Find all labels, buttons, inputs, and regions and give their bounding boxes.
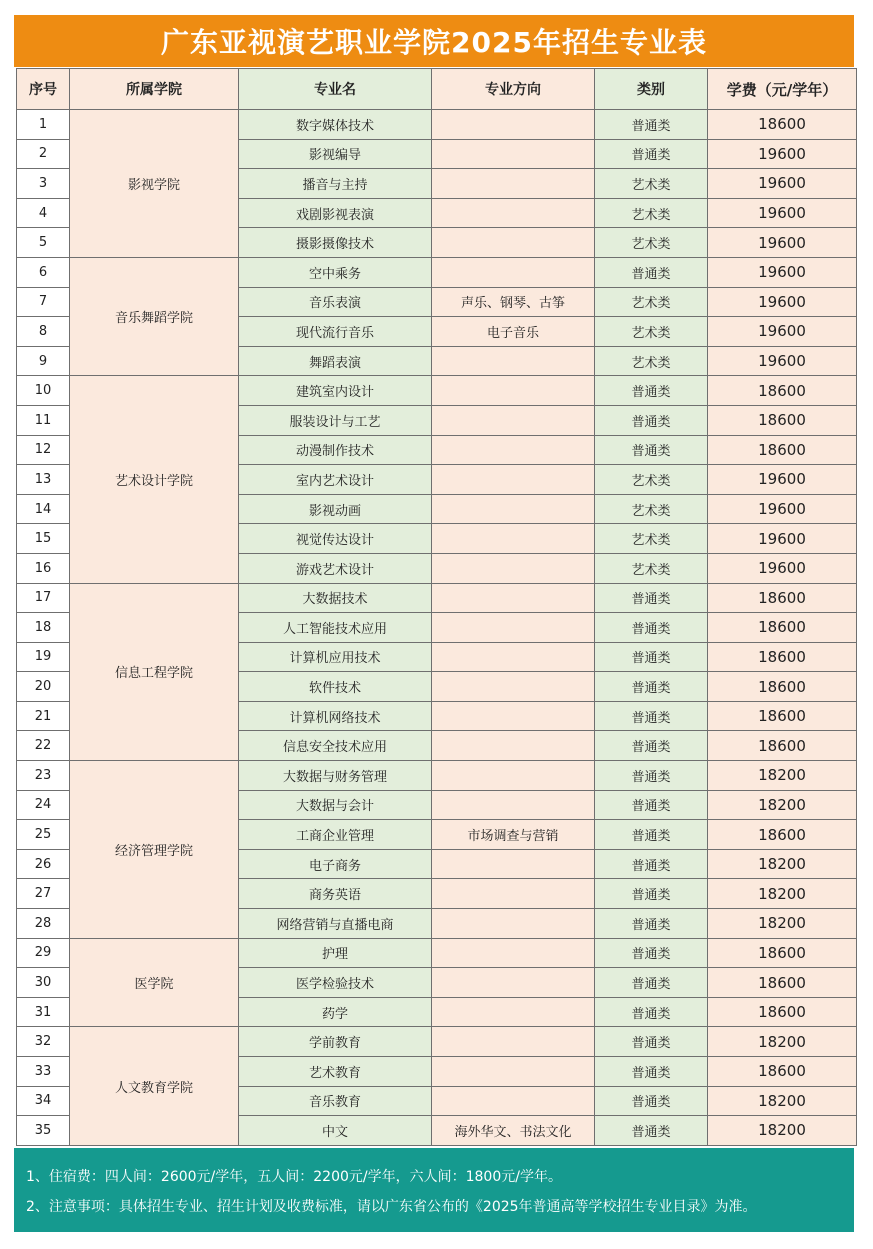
cell-type: 普通类 — [595, 997, 708, 1027]
cell-major: 人工智能技术应用 — [239, 613, 432, 643]
cell-major: 医学检验技术 — [239, 968, 432, 998]
majors-table — [16, 68, 857, 1146]
cell-major: 建筑室内设计 — [239, 376, 432, 406]
note-disclaimer: 2、注意事项：具体招生专业、招生计划及收费标准，请以广东省公布的《2025年普通高等学校招生专业目录》为准。 — [26, 1199, 757, 1215]
cell-type: 普通类 — [595, 110, 708, 140]
cell-type: 普通类 — [595, 583, 708, 613]
cell-direction — [432, 672, 595, 702]
cell-no: 29 — [17, 938, 70, 968]
table-row — [17, 257, 857, 287]
cell-college: 人文教育学院 — [70, 1027, 239, 1145]
cell-fee: 18600 — [708, 701, 857, 731]
cell-direction — [432, 346, 595, 376]
cell-major: 大数据与会计 — [239, 790, 432, 820]
cell-direction — [432, 110, 595, 140]
cell-no: 15 — [17, 524, 70, 554]
cell-type: 普通类 — [595, 731, 708, 761]
cell-type: 普通类 — [595, 909, 708, 939]
cell-no: 19 — [17, 642, 70, 672]
cell-type: 普通类 — [595, 405, 708, 435]
header-major: 专业名 — [239, 69, 432, 110]
cell-no: 24 — [17, 790, 70, 820]
cell-college: 艺术设计学院 — [70, 376, 239, 583]
cell-type: 普通类 — [595, 790, 708, 820]
cell-type: 普通类 — [595, 820, 708, 850]
cell-type: 普通类 — [595, 701, 708, 731]
table-row — [17, 938, 857, 968]
cell-fee: 18200 — [708, 1086, 857, 1116]
cell-no: 26 — [17, 849, 70, 879]
cell-major: 工商企业管理 — [239, 820, 432, 850]
cell-fee: 18600 — [708, 642, 857, 672]
cell-fee: 18600 — [708, 938, 857, 968]
cell-direction — [432, 1057, 595, 1087]
note-accommodation: 1、住宿费：四人间：2600元/学年，五人间：2200元/学年，六人间：1800元/学年。 — [26, 1169, 562, 1185]
cell-direction — [432, 879, 595, 909]
cell-direction — [432, 524, 595, 554]
cell-major: 计算机网络技术 — [239, 701, 432, 731]
cell-no: 27 — [17, 879, 70, 909]
cell-major: 音乐教育 — [239, 1086, 432, 1116]
cell-direction — [432, 1027, 595, 1057]
cell-type: 普通类 — [595, 938, 708, 968]
cell-no: 30 — [17, 968, 70, 998]
cell-no: 31 — [17, 997, 70, 1027]
cell-major: 艺术教育 — [239, 1057, 432, 1087]
cell-fee: 19600 — [708, 494, 857, 524]
cell-no: 34 — [17, 1086, 70, 1116]
cell-type: 普通类 — [595, 613, 708, 643]
cell-direction — [432, 849, 595, 879]
cell-no: 33 — [17, 1057, 70, 1087]
cell-fee: 18600 — [708, 672, 857, 702]
cell-type: 艺术类 — [595, 317, 708, 347]
cell-direction — [432, 376, 595, 406]
cell-major: 服装设计与工艺 — [239, 405, 432, 435]
cell-fee: 18200 — [708, 1116, 857, 1146]
cell-no: 35 — [17, 1116, 70, 1146]
header-no: 序号 — [17, 69, 70, 110]
cell-type: 普通类 — [595, 139, 708, 169]
cell-type: 艺术类 — [595, 169, 708, 199]
cell-no: 9 — [17, 346, 70, 376]
cell-major: 中文 — [239, 1116, 432, 1146]
cell-major: 软件技术 — [239, 672, 432, 702]
cell-no: 7 — [17, 287, 70, 317]
cell-direction — [432, 790, 595, 820]
cell-fee: 18600 — [708, 435, 857, 465]
cell-no: 20 — [17, 672, 70, 702]
cell-major: 影视编导 — [239, 139, 432, 169]
cell-no: 22 — [17, 731, 70, 761]
cell-type: 艺术类 — [595, 524, 708, 554]
cell-no: 12 — [17, 435, 70, 465]
cell-fee: 18600 — [708, 376, 857, 406]
cell-direction — [432, 909, 595, 939]
cell-no: 13 — [17, 465, 70, 495]
cell-no: 28 — [17, 909, 70, 939]
cell-no: 18 — [17, 613, 70, 643]
cell-fee: 18200 — [708, 761, 857, 791]
header-type: 类别 — [595, 69, 708, 110]
cell-no: 21 — [17, 701, 70, 731]
cell-fee: 18600 — [708, 110, 857, 140]
cell-direction — [432, 257, 595, 287]
cell-major: 动漫制作技术 — [239, 435, 432, 465]
cell-fee: 18600 — [708, 968, 857, 998]
cell-direction — [432, 494, 595, 524]
cell-type: 普通类 — [595, 1057, 708, 1087]
cell-direction — [432, 465, 595, 495]
cell-direction — [432, 139, 595, 169]
cell-direction — [432, 1086, 595, 1116]
cell-type: 普通类 — [595, 1086, 708, 1116]
cell-direction — [432, 228, 595, 258]
cell-fee: 18600 — [708, 405, 857, 435]
cell-fee: 18600 — [708, 1057, 857, 1087]
cell-fee: 19600 — [708, 524, 857, 554]
cell-type: 艺术类 — [595, 346, 708, 376]
cell-type: 艺术类 — [595, 553, 708, 583]
cell-fee: 19600 — [708, 139, 857, 169]
cell-major: 视觉传达设计 — [239, 524, 432, 554]
cell-type: 艺术类 — [595, 198, 708, 228]
cell-no: 2 — [17, 139, 70, 169]
table-header-row — [17, 69, 857, 110]
cell-fee: 18200 — [708, 849, 857, 879]
cell-direction — [432, 583, 595, 613]
cell-type: 普通类 — [595, 1027, 708, 1057]
table-row — [17, 376, 857, 406]
table-row — [17, 1027, 857, 1057]
cell-college: 信息工程学院 — [70, 583, 239, 761]
cell-fee: 19600 — [708, 228, 857, 258]
cell-direction — [432, 198, 595, 228]
cell-major: 音乐表演 — [239, 287, 432, 317]
cell-major: 现代流行音乐 — [239, 317, 432, 347]
cell-no: 23 — [17, 761, 70, 791]
cell-fee: 19600 — [708, 169, 857, 199]
cell-no: 3 — [17, 169, 70, 199]
cell-type: 普通类 — [595, 257, 708, 287]
header-fee: 学费（元/学年） — [708, 69, 857, 110]
cell-major: 游戏艺术设计 — [239, 553, 432, 583]
cell-major: 护理 — [239, 938, 432, 968]
title-banner — [14, 15, 854, 67]
cell-fee: 18200 — [708, 1027, 857, 1057]
cell-type: 普通类 — [595, 879, 708, 909]
cell-direction — [432, 761, 595, 791]
cell-no: 10 — [17, 376, 70, 406]
table-row — [17, 761, 857, 791]
cell-type: 普通类 — [595, 672, 708, 702]
cell-no: 17 — [17, 583, 70, 613]
cell-type: 普通类 — [595, 376, 708, 406]
cell-no: 32 — [17, 1027, 70, 1057]
cell-fee: 18200 — [708, 790, 857, 820]
cell-fee: 18600 — [708, 997, 857, 1027]
cell-major: 网络营销与直播电商 — [239, 909, 432, 939]
cell-major: 药学 — [239, 997, 432, 1027]
cell-type: 普通类 — [595, 642, 708, 672]
cell-no: 16 — [17, 553, 70, 583]
cell-direction — [432, 405, 595, 435]
cell-direction — [432, 169, 595, 199]
cell-major: 室内艺术设计 — [239, 465, 432, 495]
cell-major: 数字媒体技术 — [239, 110, 432, 140]
cell-direction — [432, 968, 595, 998]
cell-type: 普通类 — [595, 968, 708, 998]
cell-college: 医学院 — [70, 938, 239, 1027]
table-body — [17, 110, 857, 1146]
cell-no: 4 — [17, 198, 70, 228]
cell-fee: 18200 — [708, 909, 857, 939]
cell-direction — [432, 613, 595, 643]
cell-type: 艺术类 — [595, 228, 708, 258]
cell-fee: 19600 — [708, 553, 857, 583]
cell-fee: 19600 — [708, 465, 857, 495]
cell-direction: 声乐、钢琴、古筝 — [432, 287, 595, 317]
cell-major: 摄影摄像技术 — [239, 228, 432, 258]
cell-direction: 电子音乐 — [432, 317, 595, 347]
cell-college: 音乐舞蹈学院 — [70, 257, 239, 375]
cell-fee: 18600 — [708, 613, 857, 643]
header-college: 所属学院 — [70, 69, 239, 110]
cell-no: 1 — [17, 110, 70, 140]
cell-fee: 18600 — [708, 820, 857, 850]
cell-direction — [432, 435, 595, 465]
cell-major: 商务英语 — [239, 879, 432, 909]
cell-no: 25 — [17, 820, 70, 850]
cell-type: 艺术类 — [595, 465, 708, 495]
cell-direction — [432, 938, 595, 968]
cell-fee: 19600 — [708, 257, 857, 287]
cell-major: 信息安全技术应用 — [239, 731, 432, 761]
table-row — [17, 583, 857, 613]
cell-no: 11 — [17, 405, 70, 435]
cell-type: 艺术类 — [595, 494, 708, 524]
page-title: 广东亚视演艺职业学院2025年招生专业表 — [161, 26, 707, 59]
table-row — [17, 110, 857, 140]
cell-type: 艺术类 — [595, 287, 708, 317]
cell-no: 5 — [17, 228, 70, 258]
cell-type: 普通类 — [595, 761, 708, 791]
cell-major: 电子商务 — [239, 849, 432, 879]
cell-type: 普通类 — [595, 435, 708, 465]
notes-panel — [14, 1148, 854, 1232]
header-direction: 专业方向 — [432, 69, 595, 110]
cell-fee: 18600 — [708, 583, 857, 613]
cell-fee: 19600 — [708, 287, 857, 317]
cell-fee: 18600 — [708, 731, 857, 761]
cell-direction — [432, 553, 595, 583]
cell-fee: 19600 — [708, 346, 857, 376]
cell-no: 8 — [17, 317, 70, 347]
cell-major: 计算机应用技术 — [239, 642, 432, 672]
cell-major: 舞蹈表演 — [239, 346, 432, 376]
cell-direction: 海外华文、书法文化 — [432, 1116, 595, 1146]
cell-major: 大数据与财务管理 — [239, 761, 432, 791]
cell-college: 经济管理学院 — [70, 761, 239, 939]
cell-major: 大数据技术 — [239, 583, 432, 613]
cell-major: 戏剧影视表演 — [239, 198, 432, 228]
cell-type: 普通类 — [595, 849, 708, 879]
cell-major: 播音与主持 — [239, 169, 432, 199]
cell-fee: 18200 — [708, 879, 857, 909]
cell-fee: 19600 — [708, 198, 857, 228]
cell-major: 影视动画 — [239, 494, 432, 524]
cell-college: 影视学院 — [70, 110, 239, 258]
cell-type: 普通类 — [595, 1116, 708, 1146]
cell-direction — [432, 997, 595, 1027]
cell-fee: 19600 — [708, 317, 857, 347]
cell-direction — [432, 701, 595, 731]
cell-no: 6 — [17, 257, 70, 287]
cell-direction — [432, 642, 595, 672]
cell-direction — [432, 731, 595, 761]
cell-major: 学前教育 — [239, 1027, 432, 1057]
cell-direction: 市场调查与营销 — [432, 820, 595, 850]
cell-no: 14 — [17, 494, 70, 524]
cell-major: 空中乘务 — [239, 257, 432, 287]
